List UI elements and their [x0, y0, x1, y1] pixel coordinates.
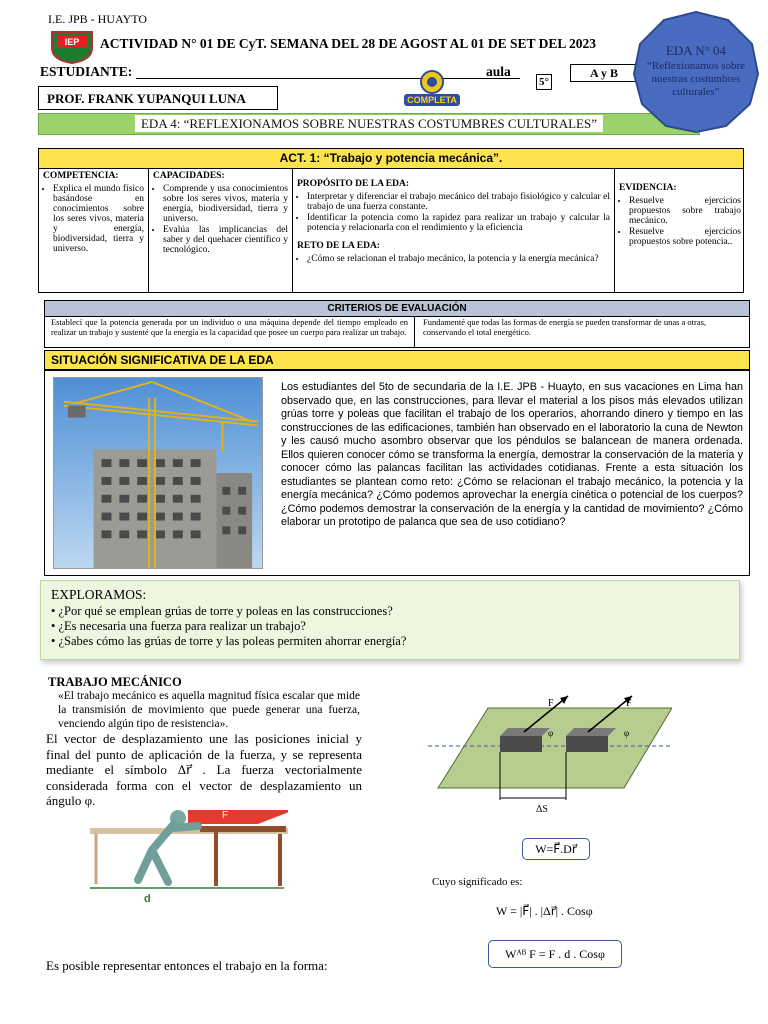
criteria-right: Fundamenté que todas las formas de energía se pueden transformar de unas a otras, conservando el total energético. — [423, 317, 707, 337]
proposito-column — [293, 169, 615, 292]
competencia-column — [39, 169, 149, 292]
activity-title: ACTIVIDAD N° 01 DE CyT. SEMANA DEL 28 DE AGOST AL 01 DE SET DEL 2023 — [100, 36, 597, 51]
eda-badge — [632, 10, 760, 134]
badge-title: EDA N° 04 — [665, 43, 727, 58]
explore-question: • ¿Sabes cómo las grúas de torre y las poleas permiten ahorrar energía? — [51, 634, 407, 648]
brand-text: COMPLETA — [407, 95, 457, 105]
professor-name: PROF. FRANK YUPANQUI LUNA — [38, 86, 278, 110]
criteria-left: Establecí que la potencia generada por un individuo o una máquina depende del tiempo empleado en realizar un trabajo y sustenté que la energía es la capacidad que posee un cuerpo para realizar un trabajo. — [45, 317, 415, 347]
block-angle-2: φ — [624, 728, 630, 738]
figure-force-label: F — [222, 810, 229, 821]
evidencia-label: EVIDENCIA: — [619, 183, 677, 193]
pushing-person-figure — [88, 806, 288, 906]
student-row — [40, 64, 640, 88]
section-title: TRABAJO MECÁNICO — [48, 675, 182, 689]
aula-label: aula — [486, 64, 511, 79]
explore-question: • ¿Por qué se emplean grúas de torre y poleas en las construcciones? — [51, 604, 393, 618]
explore-title: EXPLORAMOS: — [51, 587, 147, 602]
capacidades-item: • Evalúa las implicancias del saber y del quehacer científico y tecnológico. — [163, 225, 288, 255]
competencia-label: COMPETENCIA: — [43, 171, 119, 181]
proposito-label: PROPÓSITO DE LA EDA: — [297, 179, 409, 189]
proposito-item: • Identificar la potencia como la rapidez para realizar un trabajo y calcular la potencia y relacionarla con el rendimiento y la eficiencia — [307, 213, 610, 233]
work-formula-magnitude: W = |F⃗| . |Δr⃗| . Cosφ — [496, 904, 593, 918]
situation-text: Los estudiantes del 5to de secundaria de la I.E. JPB - Huayto, en sus vacaciones en Lima han observado que, en las construcciones, para llevar el material a los pisos más elevados utilizan grúas torre y poleas que facilitan el trabajo de los operarios, ahorrando dinero y tiempo en las construcciones de las edificaciones, también han observado en el laboratorio la cuna de Newton y les causó mucho asombro observar que los péndulos se balancean de manera ordenada. Ellos quieren conocer cómo se transforma la energía, demostrar la conservación de la materia y conocer cómo las palancas facilitan las actividades cotidianas. Frente a esta situación los estudiantes se plantean como reto: ¿Cómo se relacionan el trabajo mecánico, la potencia y la energía mecánica? ¿Cómo podemos aprovechar la energía cinética o potencial de los cuerpos? ¿Cómo podemos demostrar la conservación de la energía y la cantidad de movimiento? ¿Cómo elaborar un prototipo de palanca que sea de uso cotidiano? — [281, 381, 743, 528]
situation-body — [44, 370, 750, 576]
evidencia-item: • Resuelve ejercicios propuestos sobre potencia.. — [629, 227, 741, 247]
explore-box — [40, 580, 740, 660]
eda-title-text: EDA 4: “REFLEXIONAMOS SOBRE NUESTRAS COSTUMBRES CULTURALES” — [135, 115, 603, 132]
work-formula-vector: W=F⃗.Dr⃗ — [522, 838, 590, 860]
reto-label: RETO DE LA EDA: — [297, 241, 380, 251]
reto-item: • ¿Cómo se relacionan el trabajo mecánico, la potencia y la energía mecánica? — [307, 254, 610, 264]
proposito-item: • Interpretar y diferenciar el trabajo mecánico del trabajo fisiológico y calcular el trabajo de una fuerza constante. — [307, 192, 610, 212]
eda-title-bar — [38, 113, 700, 135]
criteria-table — [44, 300, 750, 348]
evidencia-column — [615, 169, 745, 292]
capacidades-label: CAPACIDADES: — [153, 171, 225, 181]
criteria-title: CRITERIOS DE EVALUACIÓN — [45, 301, 749, 317]
evidencia-item: • Resuelve ejercicios propuestos sobre trabajo mecánico. — [629, 196, 741, 226]
badge-text — [632, 44, 760, 99]
definition-quote: «El trabajo mecánico es aquella magnitud física escalar que mide la transmisión de movimiento que puede generar una fuerza, venciendo algún tipo de resistencia». — [58, 690, 360, 730]
closing-sentence: Es posible representar entonces el trabajo en la forma: — [46, 958, 328, 973]
figure-distance-label: d — [144, 893, 151, 905]
brand-logo — [398, 68, 466, 112]
activity-table — [38, 148, 744, 293]
work-formula-scalar: Wᴬᴮ F = F . d . Cosφ — [488, 940, 622, 968]
logo-text: IEP — [64, 37, 80, 47]
situation-title: SITUACIÓN SIGNIFICATIVA DE LA EDA — [44, 350, 750, 370]
section-box: A y B — [570, 64, 638, 82]
formula-meaning-label: Cuyo significado es: — [432, 876, 523, 888]
badge-subtitle: “Reflexionamos sobre nuestras costumbres culturales” — [646, 60, 746, 98]
student-label: ESTUDIANTE: — [40, 64, 133, 79]
block-angle-1: φ — [548, 728, 554, 738]
competencia-item: • Explica el mundo físico basándose en conocimientos sobre los seres vivos, materia y energía, biodiversidad, tierra y universo. — [53, 184, 144, 254]
school-logo — [48, 30, 96, 64]
capacidades-column — [149, 169, 293, 292]
activity-table-title: ACT. 1: “Trabajo y potencia mecánica”. — [39, 149, 743, 169]
crane-photo — [53, 377, 263, 569]
school-name: I.E. JPB - HUAYTO — [48, 12, 148, 26]
block-force-1: F — [548, 698, 554, 709]
grade-box: 5° — [536, 74, 552, 90]
explore-question: • ¿Es necesaria una fuerza para realizar un trabajo? — [51, 619, 306, 633]
definition-body: El vector de desplazamiento une las posiciones inicial y final del punto de aplicación de la fuerza, y se representa mediante el símbolo Δr⃗ . La fuerza vectorialmente considerada forma con el vector de desplazamiento un ángulo φ. — [46, 731, 362, 808]
block-displacement: ΔS — [536, 804, 548, 815]
blocks-on-plane-figure — [428, 688, 672, 816]
block-force-2: F — [626, 698, 632, 709]
capacidades-item: • Comprende y usa conocimientos sobre los seres vivos, materia y energía, biodiversidad, tierra y universo. — [163, 184, 288, 224]
